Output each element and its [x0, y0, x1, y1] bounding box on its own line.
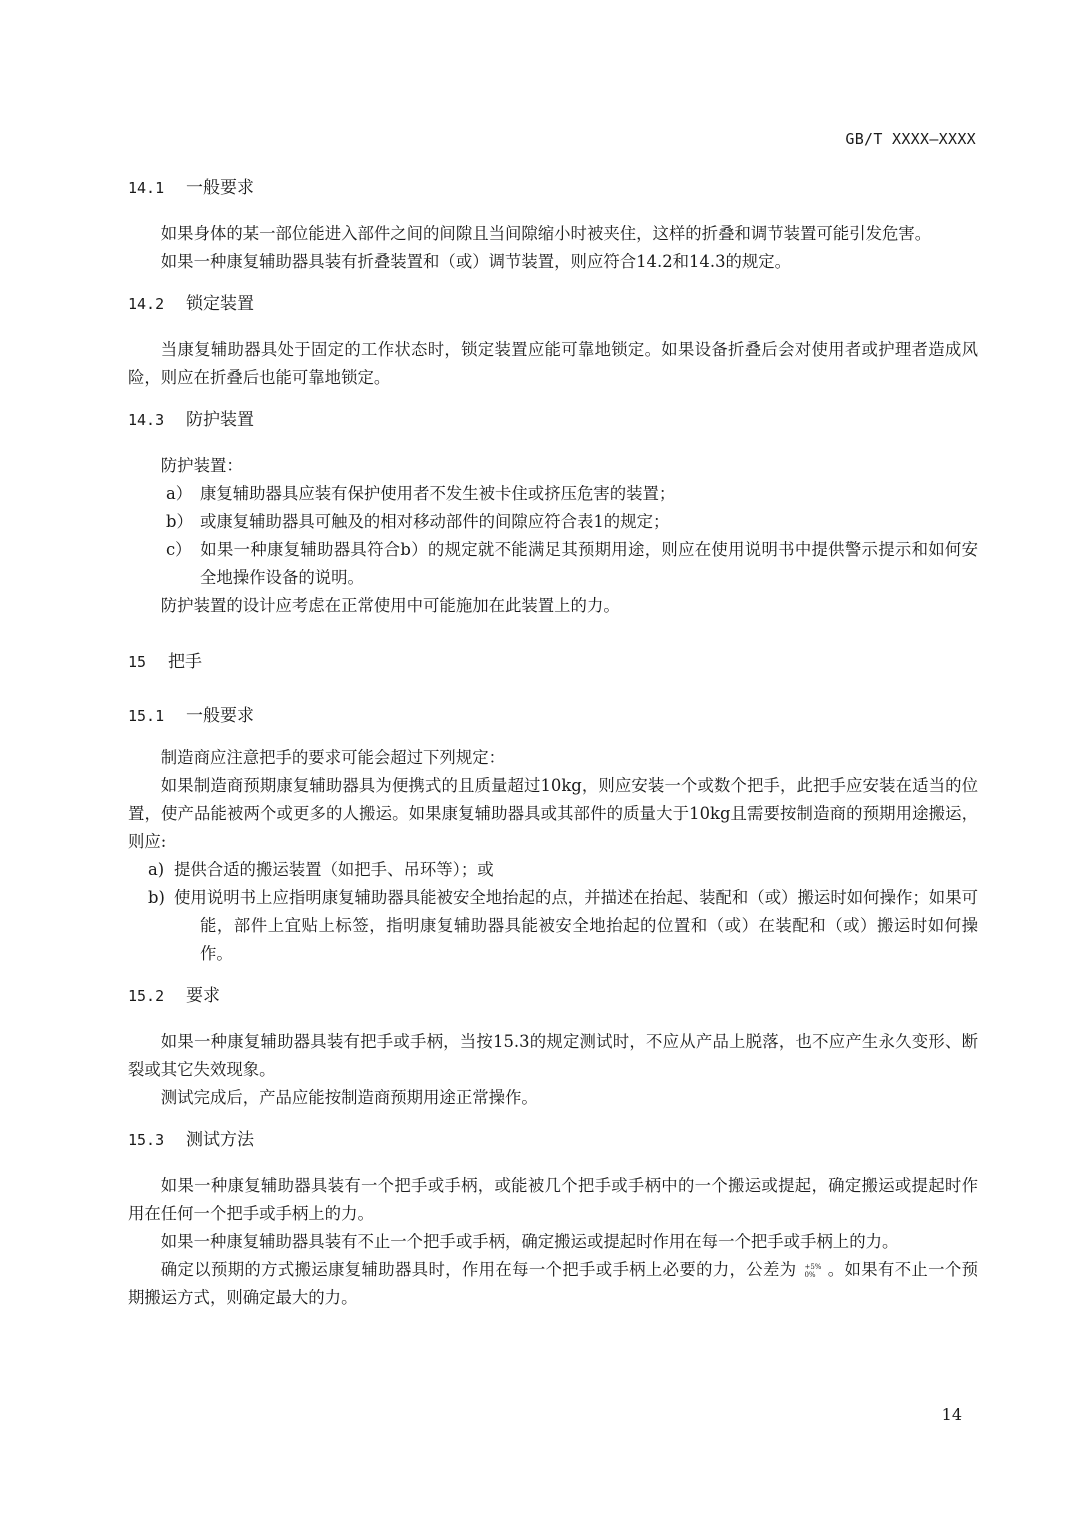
heading-number: 14.1 — [128, 179, 165, 197]
paragraph: 如果一种康复辅助器具装有一个把手或手柄，或能被几个把手或手柄中的一个搬运或提起，确定搬运或提起时作用在任何一个把手或手柄上的力。 — [128, 1176, 978, 1223]
list-item: b) 使用说明书上应指明康复辅助器具能被安全地抬起的点，并描述在抬起、装配和（或）搬运时如何操作；如果可能，部件上宜贴上标签，指明康复辅助器具能被安全地抬起的位置和（或）在装配和（或）搬运时如何操作。 — [128, 884, 978, 968]
heading-14-3 — [128, 408, 978, 432]
list-marker: b) — [148, 888, 165, 907]
heading-number: 14.3 — [128, 411, 165, 429]
heading-number: 15.3 — [128, 1131, 165, 1149]
list-item: c） 如果一种康复辅助器具符合b）的规定就不能满足其预期用途，则应在使用说明书中提供警示提示和如何安全地操作设备的说明。 — [128, 536, 978, 592]
paragraph: 防护装置的设计应考虑在正常使用中可能施加在此装置上的力。 — [160, 596, 620, 615]
heading-number: 15 — [128, 653, 147, 671]
heading-title: 一般要求 — [186, 178, 254, 198]
heading-number: 15.2 — [128, 987, 165, 1005]
standard-code-header: GB/T XXXX—XXXX — [845, 130, 976, 148]
heading-14-1 — [128, 176, 978, 200]
list-item: a) 提供合适的搬运装置（如把手、吊环等）；或 — [128, 856, 978, 884]
heading-title: 防护装置 — [186, 410, 254, 430]
list-marker: c） — [166, 540, 192, 559]
tolerance-notation: +5% 0% — [804, 1262, 822, 1279]
paragraph: 测试完成后，产品应能按制造商预期用途正常操作。 — [160, 1088, 538, 1107]
heading-15-3 — [128, 1128, 978, 1152]
heading-number: 15.1 — [128, 707, 165, 725]
paragraph: 确定以预期的方式搬运康复辅助器具时，作用在每一个把手或手柄上必要的力，公差为 +5% 0% 。如果有不止一个预期搬运方式，则确定最大的力。 — [128, 1260, 979, 1307]
heading-title: 锁定装置 — [186, 294, 254, 314]
paragraph: 如果身体的某一部位能进入部件之间的间隙且当间隙缩小时被夹住，这样的折叠和调节装置可能引发危害。 — [160, 224, 932, 243]
list-marker: b） — [166, 512, 193, 531]
list-item: a） 康复辅助器具应装有保护使用者不发生被卡住或挤压危害的装置； — [128, 480, 978, 508]
heading-15 — [128, 650, 978, 674]
paragraph: 如果制造商预期康复辅助器具为便携式的且质量超过10kg，则应安装一个或数个把手，此把手应安装在适当的位置，使产品能被两个或更多的人搬运。如果康复辅助器具或其部件的质量大于10kg且需要按制造商的预期用途搬运，则应: — [128, 776, 978, 851]
heading-title: 一般要求 — [186, 706, 254, 726]
page-number: 14 — [941, 1405, 962, 1424]
heading-15-1 — [128, 704, 978, 728]
list-marker: a) — [148, 860, 165, 879]
page-content — [128, 170, 978, 1312]
heading-title: 测试方法 — [186, 1130, 254, 1150]
paragraph: 当康复辅助器具处于固定的工作状态时，锁定装置应能可靠地锁定。如果设备折叠后会对使用者或护理者造成风险，则应在折叠后也能可靠地锁定。 — [128, 340, 978, 387]
heading-title: 要求 — [186, 986, 220, 1006]
paragraph: 如果一种康复辅助器具装有折叠装置和（或）调节装置，则应符合14.2和14.3的规定。 — [160, 252, 792, 271]
paragraph: 如果一种康复辅助器具装有把手或手柄，当按15.3的规定测试时，不应从产品上脱落，也不应产生永久变形、断裂或其它失效现象。 — [128, 1032, 978, 1079]
heading-15-2 — [128, 984, 978, 1008]
list-item: b） 或康复辅助器具可触及的相对移动部件的间隙应符合表1的规定； — [128, 508, 978, 536]
heading-14-2 — [128, 292, 978, 316]
paragraph: 如果一种康复辅助器具装有不止一个把手或手柄，确定搬运或提起时作用在每一个把手或手柄上的力。 — [160, 1232, 899, 1251]
paragraph: 制造商应注意把手的要求可能会超过下列规定： — [160, 748, 505, 767]
heading-number: 14.2 — [128, 295, 165, 313]
heading-title: 把手 — [168, 652, 202, 672]
list-marker: a） — [166, 484, 193, 503]
paragraph: 防护装置： — [160, 456, 243, 475]
